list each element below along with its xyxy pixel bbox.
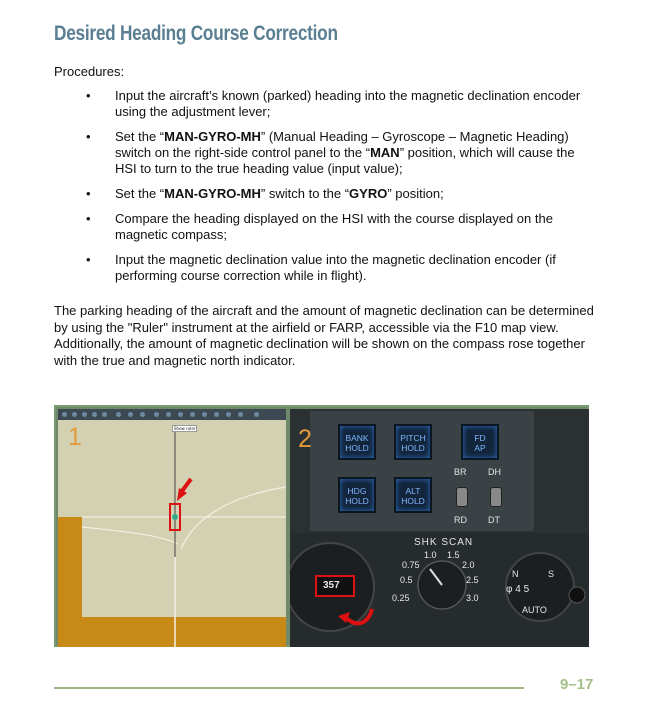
list-item-text: ” switch to the “ (260, 186, 350, 201)
page-title: Desired Heading Course Correction (54, 22, 338, 45)
scan-value: 0.25 (392, 593, 410, 603)
list-item-text: Set the “ (115, 186, 165, 201)
list-item (54, 88, 599, 120)
list-item-text: Set the “ (115, 129, 165, 144)
scan-value: 0.5 (400, 575, 413, 585)
button-label: PITCH (400, 433, 426, 443)
scan-value: 1.5 (447, 550, 460, 560)
procedure-list (54, 88, 599, 293)
cockpit-panel (290, 409, 589, 647)
list-item-text: ” position; (387, 186, 444, 201)
list-item (54, 252, 599, 284)
button-label: HOLD (401, 496, 425, 506)
scan-value: 2.0 (462, 560, 475, 570)
compass-s-label: S (548, 569, 555, 579)
figure (54, 405, 589, 647)
declination-value: φ 4 5 (506, 584, 530, 595)
button-label: HDG (347, 486, 367, 496)
rd-label: RD (454, 515, 467, 525)
scan-value: 2.5 (466, 575, 479, 585)
list-item (54, 186, 599, 202)
list-item-text: Compare the heading displayed on the HSI with the course displayed on the magnetic compass; (115, 211, 553, 242)
button-label: BANK (345, 433, 369, 443)
heading-readout: 357 (323, 580, 340, 591)
list-item (54, 211, 599, 243)
list-item-bold: MAN-GYRO-MH (164, 129, 261, 144)
br-label: BR (454, 467, 467, 477)
scan-value: 0.75 (402, 560, 420, 570)
ruler-label: Show ruler (174, 426, 196, 431)
button-label: HOLD (345, 496, 369, 506)
list-item-text: Input the magnetic declination value into the magnetic declination encoder (if performing course correction while in flight). (115, 252, 556, 283)
scan-value: 3.0 (466, 593, 479, 603)
list-item-text: ” position, which will cause the HSI to turn to the true heading value (input value); (115, 145, 575, 176)
map-drawing (58, 409, 286, 647)
button-label: ALT (405, 486, 421, 496)
auto-label: AUTO (522, 605, 547, 615)
list-item-text: Input the aircraft’s known (parked) heading into the magnetic declination encoder using the adjustment lever; (115, 88, 581, 119)
list-item-bold: MAN (370, 145, 400, 160)
list-item-bold: MAN-GYRO-MH (164, 186, 261, 201)
button-label: HOLD (345, 443, 369, 453)
shk-scan-label: SHK SCAN (414, 537, 474, 548)
compass-n-label: N (512, 569, 519, 579)
footer-line (54, 687, 524, 689)
button-label: FD (474, 433, 486, 443)
list-item-text: ” (Manual Heading – Gyroscope – Magnetic Heading) switch on the right-side control panel to the “ (115, 129, 569, 160)
button-label: AP (474, 443, 486, 453)
panel-number-2: 2 (298, 425, 312, 453)
list-item-bold: GYRO (349, 186, 388, 201)
scan-value: 1.0 (424, 550, 437, 560)
map-panel (58, 409, 286, 647)
dt-label: DT (488, 515, 500, 525)
list-item (54, 129, 599, 177)
body-paragraph: The parking heading of the aircraft and the amount of magnetic declination can be determined by using the "Ruler" instrument at the airfield or FARP, accessible via the F10 map view. Additionally, the amount of magnetic declination will be shown on the compass rose together with the true and magnetic north indicator. (54, 303, 594, 368)
dh-label: DH (488, 467, 501, 477)
page-number: 9–17 (560, 676, 594, 693)
panel-number-1: 1 (68, 423, 82, 451)
button-label: HOLD (401, 443, 425, 453)
procedures-label: Procedures: (54, 64, 125, 79)
